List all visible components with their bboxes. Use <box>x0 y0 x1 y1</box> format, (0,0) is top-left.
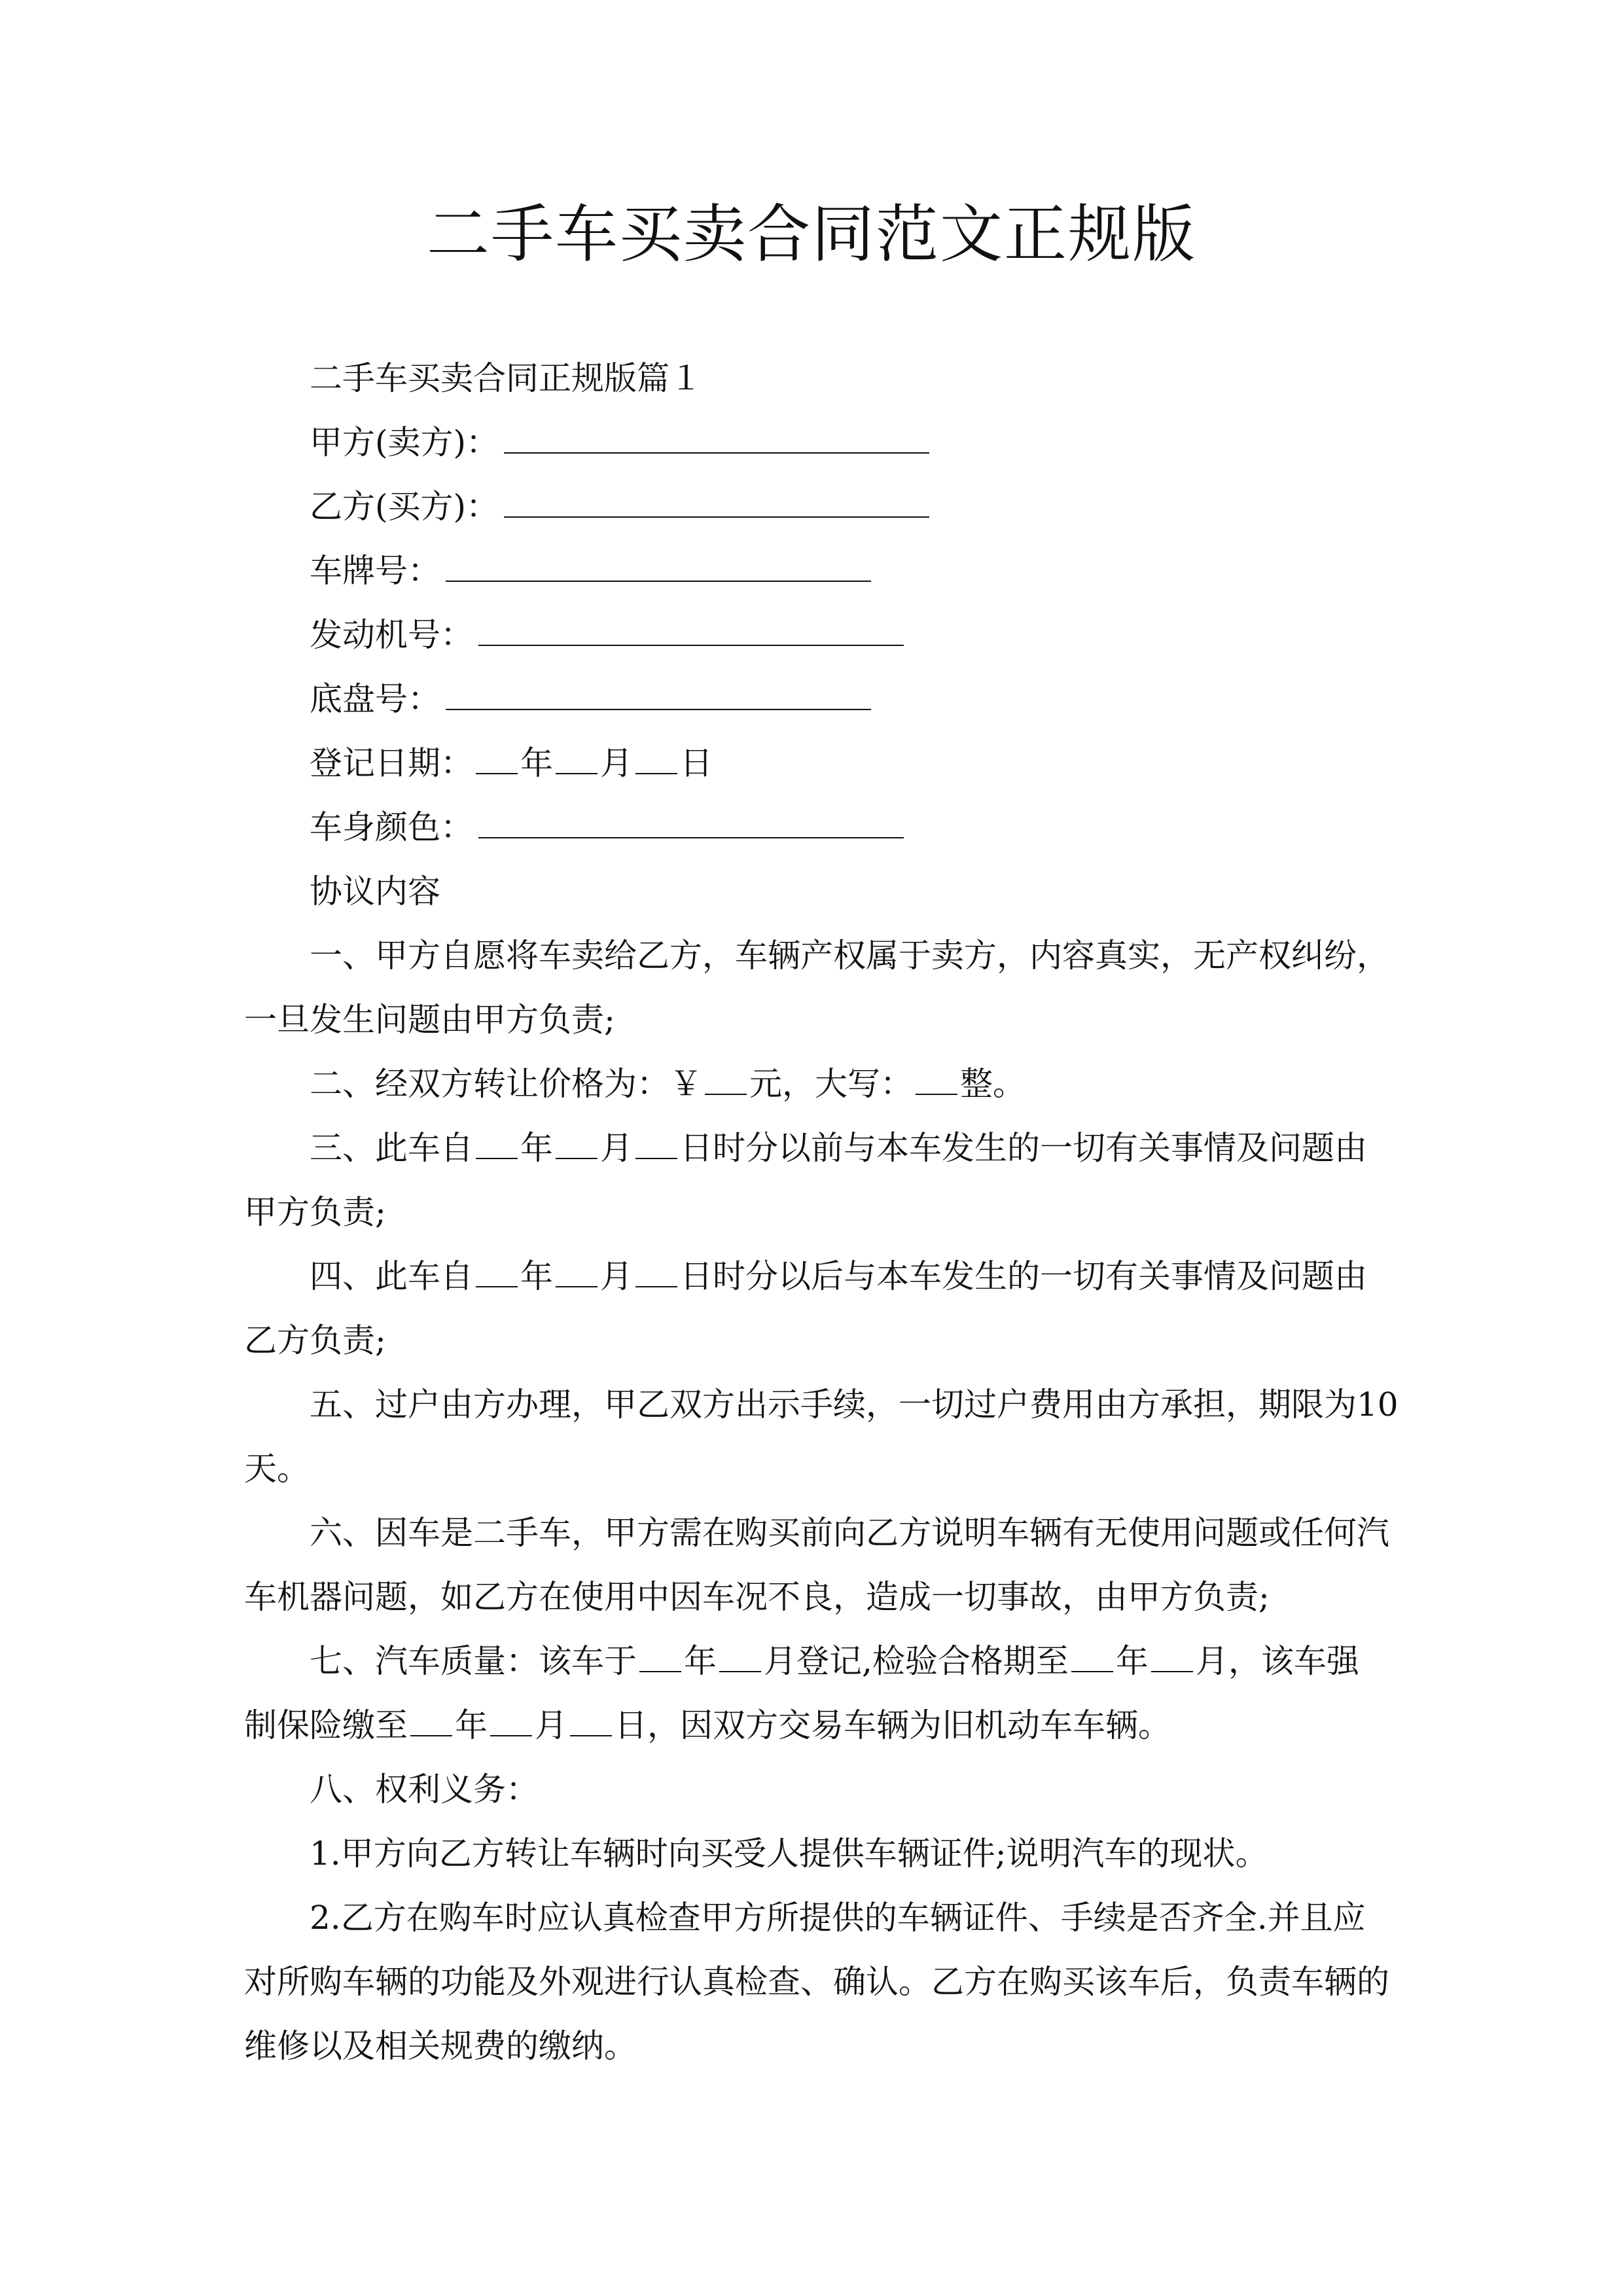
day-unit: 日 <box>680 744 713 782</box>
duty2-line3: 维修以及相关规费的缴纳。 <box>244 2027 637 2065</box>
month-unit: 月 <box>600 1129 633 1167</box>
year-unit: 年 <box>455 1706 488 1744</box>
blank <box>556 1129 597 1159</box>
clause7-line2-prefix: 制保险缴至 <box>244 1706 408 1744</box>
agreement-heading: 协议内容 <box>310 872 440 910</box>
engine-blank <box>478 616 904 646</box>
reg-date-label: 登记日期： <box>310 744 473 782</box>
clause6-line2: 车机器问题，如乙方在使用中因车况不良，造成一切事故，由甲方负责; <box>244 1578 1270 1616</box>
blank <box>410 1706 452 1736</box>
chassis-field <box>310 679 871 719</box>
plate-blank <box>446 552 871 582</box>
year-unit: 年 <box>520 1129 553 1167</box>
engine-field <box>310 615 904 655</box>
color-field <box>310 808 904 847</box>
clause7-line1 <box>310 1641 1359 1681</box>
month-unit: 月 <box>600 744 633 782</box>
clause2-mid: 元，大写： <box>749 1065 913 1103</box>
clause7-prefix: 七、汽车质量：该车于 <box>310 1642 637 1680</box>
clause3-suffix: 日时分以前与本车发生的一切有关事情及问题由 <box>680 1129 1367 1167</box>
clause7-line2-suffix: 日，因双方交易车辆为旧机动车车辆。 <box>615 1706 1171 1744</box>
blank <box>1071 1642 1113 1672</box>
blank <box>1151 1642 1193 1672</box>
clause8-heading: 八、权利义务： <box>310 1770 539 1808</box>
clause7-mid2: 月，该车强 <box>1195 1642 1359 1680</box>
engine-label: 发动机号： <box>310 616 473 654</box>
document-title: 二手车买卖合同范文正规版 <box>427 198 1196 271</box>
blank <box>635 1257 677 1287</box>
clause3-prefix: 三、此车自 <box>310 1129 473 1167</box>
buyer-blank <box>504 488 929 518</box>
blank <box>916 1065 957 1095</box>
blank <box>556 744 597 774</box>
buyer-field <box>310 487 929 526</box>
clause2-prefix: 二、经双方转让价格为：￥ <box>310 1065 702 1103</box>
blank <box>635 1129 677 1159</box>
clause2 <box>310 1064 1026 1103</box>
clause3-line1 <box>310 1128 1367 1168</box>
clause4-line2: 乙方负责; <box>244 1321 386 1359</box>
duty1: 1.甲方向乙方转让车辆时向买受人提供车辆证件;说明汽车的现状。 <box>310 1835 1268 1873</box>
clause6-line1: 六、因车是二手车，甲方需在购买前向乙方说明车辆有无使用问题或任何汽 <box>310 1514 1389 1552</box>
chassis-label: 底盘号： <box>310 680 440 718</box>
year-unit: 年 <box>520 1257 553 1295</box>
blank <box>476 1257 518 1287</box>
clause2-suffix: 整。 <box>960 1065 1026 1103</box>
color-label: 车身颜色： <box>310 808 473 846</box>
month-unit: 月 <box>600 1257 633 1295</box>
blank <box>490 1706 532 1736</box>
seller-blank <box>504 423 929 454</box>
blank <box>556 1257 597 1287</box>
clause3-line2: 甲方负责; <box>244 1193 386 1231</box>
clause5-line2: 天。 <box>244 1450 310 1488</box>
blank <box>705 1065 747 1095</box>
reg-date-field <box>310 744 713 783</box>
blank <box>476 744 518 774</box>
chassis-blank <box>446 680 871 710</box>
year-unit: 年 <box>520 744 553 782</box>
blank <box>635 744 677 774</box>
clause5-line1: 五、过户由方办理，甲乙双方出示手续，一切过户费用由方承担，期限为10 <box>310 1386 1399 1424</box>
duty2-line1: 2.乙方在购车时应认真检查甲方所提供的车辆证件、手续是否齐全.并且应 <box>310 1899 1366 1937</box>
buyer-label: 乙方(买方)： <box>310 488 499 526</box>
duty2-line2: 对所购车辆的功能及外观进行认真检查、确认。乙方在购买该车后，负责车辆的 <box>244 1963 1389 2001</box>
clause1-line2: 一旦发生问题由甲方负责; <box>244 1001 615 1039</box>
clause7-mid1: 月登记,检验合格期至 <box>764 1642 1069 1680</box>
year-unit: 年 <box>684 1642 717 1680</box>
month-unit: 月 <box>535 1706 567 1744</box>
plate-label: 车牌号： <box>310 552 440 590</box>
year-unit: 年 <box>1115 1642 1149 1680</box>
plate-field <box>310 551 871 590</box>
seller-field <box>310 423 929 462</box>
blank <box>476 1129 518 1159</box>
clause7-line2 <box>244 1706 1171 1745</box>
clause4-line1 <box>310 1257 1367 1296</box>
clause4-suffix: 日时分以后与本车发生的一切有关事情及问题由 <box>680 1257 1367 1295</box>
blank <box>639 1642 681 1672</box>
clause1-line1: 一、甲方自愿将车卖给乙方，车辆产权属于卖方，内容真实，无产权纠纷， <box>310 937 1389 975</box>
seller-label: 甲方(卖方)： <box>310 423 499 461</box>
section-heading: 二手车买卖合同正规版篇１ <box>310 359 702 397</box>
color-blank <box>478 808 904 838</box>
blank <box>570 1706 612 1736</box>
clause4-prefix: 四、此车自 <box>310 1257 473 1295</box>
blank <box>719 1642 761 1672</box>
